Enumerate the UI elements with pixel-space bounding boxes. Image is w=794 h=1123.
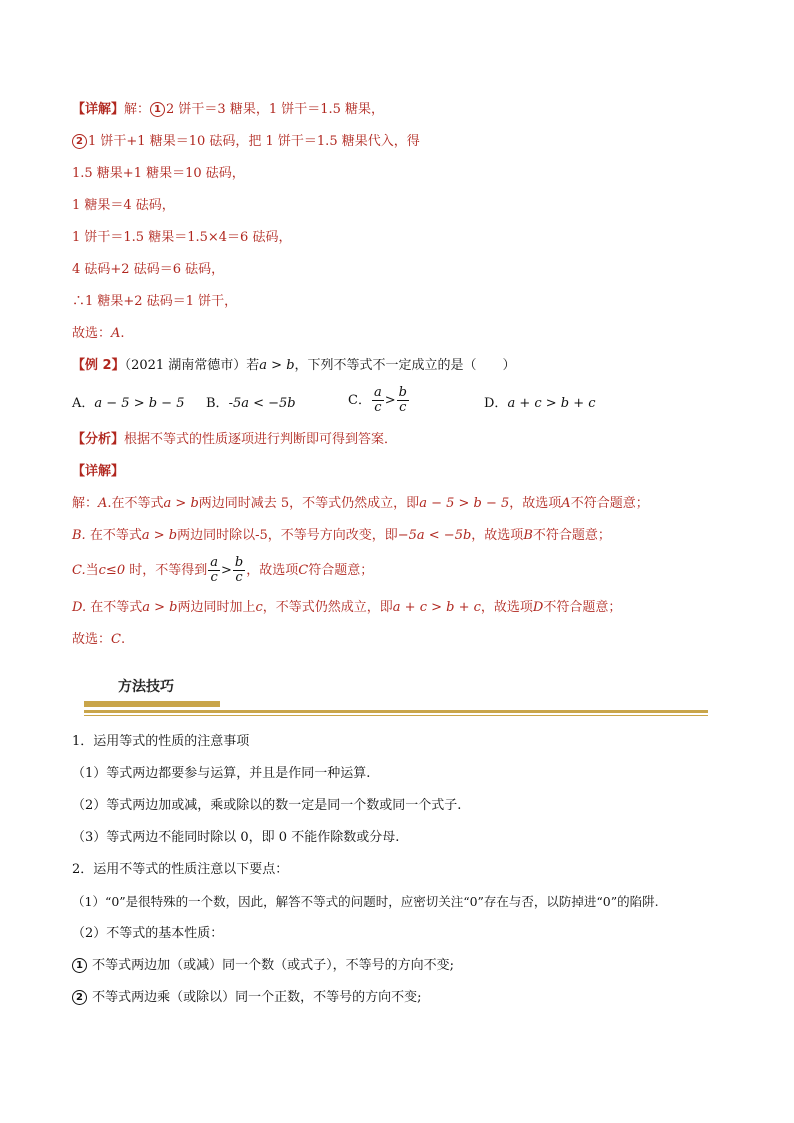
- fraction: $\frac{b}{c}$: [398, 385, 407, 415]
- detail1-line5: 1 饼干＝1.5 糖果＝1.5×4＝6 砝码，: [72, 230, 292, 245]
- option-c[interactable]: C． $\frac{a}{c}$ > $\frac{b}{c}$: [348, 385, 407, 415]
- banner-divider-thin: [84, 715, 708, 716]
- example2-question: 【例 2】（2021 湖南常德市）若a > b，下列不等式不一定成立的是（ ）: [72, 358, 516, 373]
- methods-s1-item: （3）等式两边不能同时除以 0，即 0 不能作除数或分母.: [72, 830, 400, 845]
- detail2-label-line: [72, 462, 124, 482]
- methods-s1-item: （1）等式两边都要参与运算，并且是作同一种运算.: [72, 766, 371, 781]
- detail1-line6: 4 砝码+2 砝码＝6 砝码，: [72, 262, 225, 277]
- option-d[interactable]: D．a + c > b + c: [484, 396, 596, 411]
- methods-s2-property: 2 不等式两边乘（或除以）同一个正数，不等号的方向不变;: [72, 988, 422, 1008]
- example-label: 【例 2】: [72, 358, 125, 373]
- fraction: $\frac{b}{c}$: [234, 555, 244, 585]
- banner-divider: [84, 710, 708, 713]
- detail1-line1: 【详解】解： 1 2 饼干＝3 糖果，1 饼干＝1.5 糖果，: [72, 102, 385, 117]
- option-b[interactable]: B．-5a < −5b: [206, 396, 296, 411]
- methods-s1-item: （2）等式两边加或减，乘或除以的数一定是同一个数或同一个式子.: [72, 798, 462, 813]
- detail1-answer: 故选：A.: [72, 326, 125, 341]
- section-title: 方法技巧: [118, 679, 174, 695]
- methods-s2-property: 1 不等式两边加（或减）同一个数（或式子），不等号的方向不变;: [72, 956, 454, 976]
- circled-number-icon: 2: [72, 134, 87, 149]
- banner-accent-bar: [84, 701, 220, 707]
- detail1-line7: ∴1 糖果+2 砝码＝1 饼干，: [72, 294, 238, 309]
- fraction: $\frac{a}{c}$: [210, 555, 218, 585]
- detail2-line-a: 解：A.在不等式a > b两边同时减去 5，不等式仍然成立，即a − 5 > b − 5，故选项A不符合题意；: [72, 496, 649, 511]
- detail2-line-c: C.当c≤0 时，不等得到 $\frac{a}{c}$ > $\frac{b}{c}$ ，故选项C符合题意；: [72, 555, 374, 585]
- analysis-label: 【分析】: [72, 432, 125, 447]
- circled-number-icon: 2: [72, 990, 87, 1005]
- methods-s2-item: （1）“0”是很特殊的一个数，因此，解答不等式的问题时，应密切关注“0”存在与否，以防掉进“0”的陷阱.: [72, 894, 659, 909]
- detail-label: 【详解】: [72, 102, 125, 117]
- detail2-line-d: D. 在不等式a > b两边同时加上c，不等式仍然成立，即a + c > b + c，故选项D不符合题意；: [72, 600, 622, 615]
- detail1-line2: 2 1 饼干+1 糖果＝10 砝码，把 1 饼干＝1.5 糖果代入，得: [72, 132, 420, 152]
- analysis-line: 【分析】根据不等式的性质逐项进行判断即可得到答案．: [72, 432, 398, 447]
- detail2-answer: 故选：C.: [72, 632, 126, 647]
- example2-options: [72, 386, 722, 426]
- detail1-line4: 1 糖果＝4 砝码，: [72, 198, 175, 213]
- detail-label: 【详解】: [72, 464, 125, 479]
- option-a[interactable]: A．a − 5 > b − 5: [72, 396, 185, 411]
- circled-number-icon: 1: [72, 958, 87, 973]
- methods-s2-title: 2．运用不等式的性质注意以下要点：: [72, 862, 289, 877]
- detail1-line3: 1.5 糖果+1 糖果＝10 砝码，: [72, 166, 245, 181]
- methods-s1-title: 1．运用等式的性质的注意事项: [72, 734, 250, 749]
- fraction: $\frac{a}{c}$: [373, 385, 382, 415]
- methods-banner: [84, 672, 708, 722]
- detail2-line-b: B. 在不等式a > b两边同时除以-5，不等号方向改变，即−5a < −5b，故选项B不符合题意；: [72, 528, 611, 543]
- methods-s2-item: （2）不等式的基本性质：: [72, 926, 224, 941]
- circled-number-icon: 1: [150, 102, 165, 117]
